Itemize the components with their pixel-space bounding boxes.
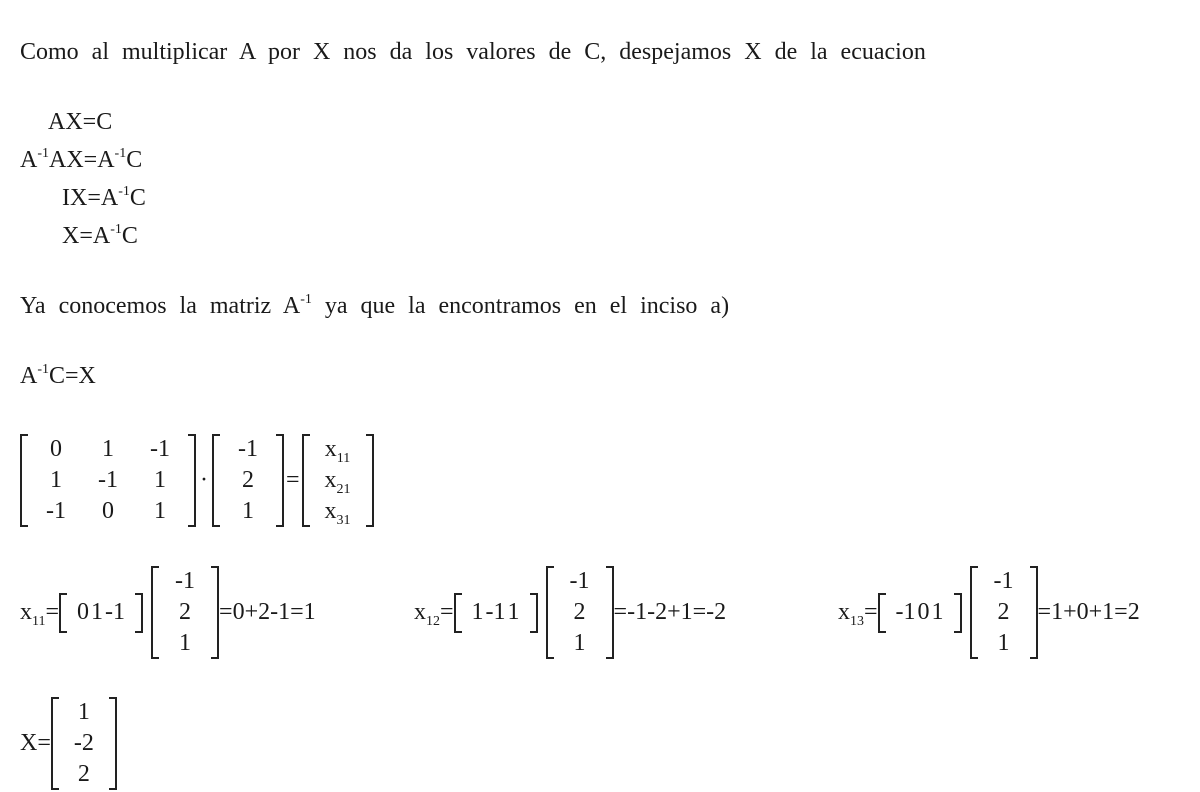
vector-cell: 1	[179, 630, 192, 656]
row-cell: 0	[77, 599, 90, 625]
matrix-cell: -1	[150, 436, 170, 462]
column-vector	[970, 566, 1038, 659]
vector-cell: 2	[77, 761, 90, 787]
row-cell: 1	[507, 599, 520, 625]
left-bracket	[878, 593, 886, 633]
vector-cell: $x_{31}$	[324, 498, 351, 528]
left-bracket	[302, 434, 310, 527]
final-vector	[51, 697, 117, 790]
matrix-cell: 1	[154, 498, 166, 524]
right-bracket	[211, 566, 219, 659]
matrix-cell: 0	[102, 498, 114, 524]
column-vector	[546, 566, 614, 659]
matrix-cell: 1	[102, 436, 114, 462]
vector-c	[212, 434, 284, 527]
right-bracket	[606, 566, 614, 659]
left-bracket	[151, 566, 159, 659]
vector-cell: $x_{11}$	[324, 436, 351, 466]
computation-variable: $x_{12}=$	[414, 599, 454, 629]
right-bracket	[530, 593, 538, 633]
vector-cell: 1	[77, 699, 90, 725]
derivation-step-2: $A^{-1}AX=A^{-1}C$	[20, 146, 143, 173]
vector-cell: $x_{21}$	[324, 467, 351, 497]
right-bracket	[188, 434, 196, 527]
vector-cell: 2	[573, 599, 586, 625]
right-bracket	[366, 434, 374, 527]
known-matrix-text: Ya conocemos la matriz $A^{-1}$ ya que la encontramos en el inciso a)	[20, 292, 730, 319]
left-bracket	[59, 593, 67, 633]
row-vector	[59, 593, 143, 633]
vector-cell: 2	[179, 599, 192, 625]
computation-variable: $x_{13}=$	[838, 599, 878, 629]
right-bracket	[1030, 566, 1038, 659]
dot-operator: ·	[200, 467, 208, 493]
computation-x11	[20, 566, 316, 659]
vector-cell: -1	[993, 568, 1014, 594]
computation-result: =0+2-1=1	[219, 599, 316, 625]
row-cell: 0	[917, 599, 930, 625]
left-bracket	[51, 697, 59, 790]
matrix-cell: 1	[50, 467, 62, 493]
computation-x12	[414, 566, 726, 659]
row-vector	[878, 593, 962, 633]
row-cell: 1	[471, 599, 484, 625]
vector-cell: 2	[242, 467, 254, 493]
row-cell: 1	[931, 599, 944, 625]
vector-cell: -1	[238, 436, 258, 462]
computation-variable: $x_{11}=$	[20, 599, 60, 629]
final-label: X=	[20, 730, 51, 756]
row-vector	[454, 593, 538, 633]
computation-result: =-1-2+1=-2	[613, 599, 727, 625]
right-bracket	[135, 593, 143, 633]
derivation-step-3: $IX=A^{-1}C$	[62, 184, 146, 211]
computation-result: =1+0+1=2	[1037, 599, 1140, 625]
column-vector	[151, 566, 219, 659]
product-equation: $A^{-1}C=X$	[20, 362, 96, 389]
vector-cell: 2	[997, 599, 1010, 625]
left-bracket	[546, 566, 554, 659]
matrix-cell: 0	[50, 436, 62, 462]
row-cell: 1	[91, 599, 104, 625]
right-bracket	[954, 593, 962, 633]
intro-text: Como al multiplicar A por X nos da los valores de C, despejamos X de la ecuacion	[20, 39, 926, 65]
right-bracket	[109, 697, 117, 790]
vector-cell: -1	[175, 568, 196, 594]
vector-cell: -1	[569, 568, 590, 594]
derivation-step-1: AX=C	[48, 109, 113, 135]
vector-x	[302, 434, 374, 527]
left-bracket	[454, 593, 462, 633]
vector-cell: 1	[997, 630, 1010, 656]
matrix-a-inverse	[20, 434, 196, 527]
row-cell: -1	[895, 599, 916, 625]
matrix-cell: -1	[46, 498, 66, 524]
left-bracket	[970, 566, 978, 659]
left-bracket	[212, 434, 220, 527]
left-bracket	[20, 434, 28, 527]
matrix-cell: 1	[154, 467, 166, 493]
row-cell: -1	[105, 599, 126, 625]
right-bracket	[276, 434, 284, 527]
computation-x13	[838, 566, 1140, 659]
vector-cell: 1	[573, 630, 586, 656]
matrix-cell: -1	[98, 467, 118, 493]
row-cell: -1	[485, 599, 506, 625]
final-result	[20, 697, 117, 790]
vector-cell: 1	[242, 498, 254, 524]
equals-sign: =	[286, 467, 300, 493]
derivation-step-4: $X=A^{-1}C$	[62, 222, 138, 249]
vector-cell: -2	[73, 730, 94, 756]
matrix-equation	[20, 434, 374, 527]
